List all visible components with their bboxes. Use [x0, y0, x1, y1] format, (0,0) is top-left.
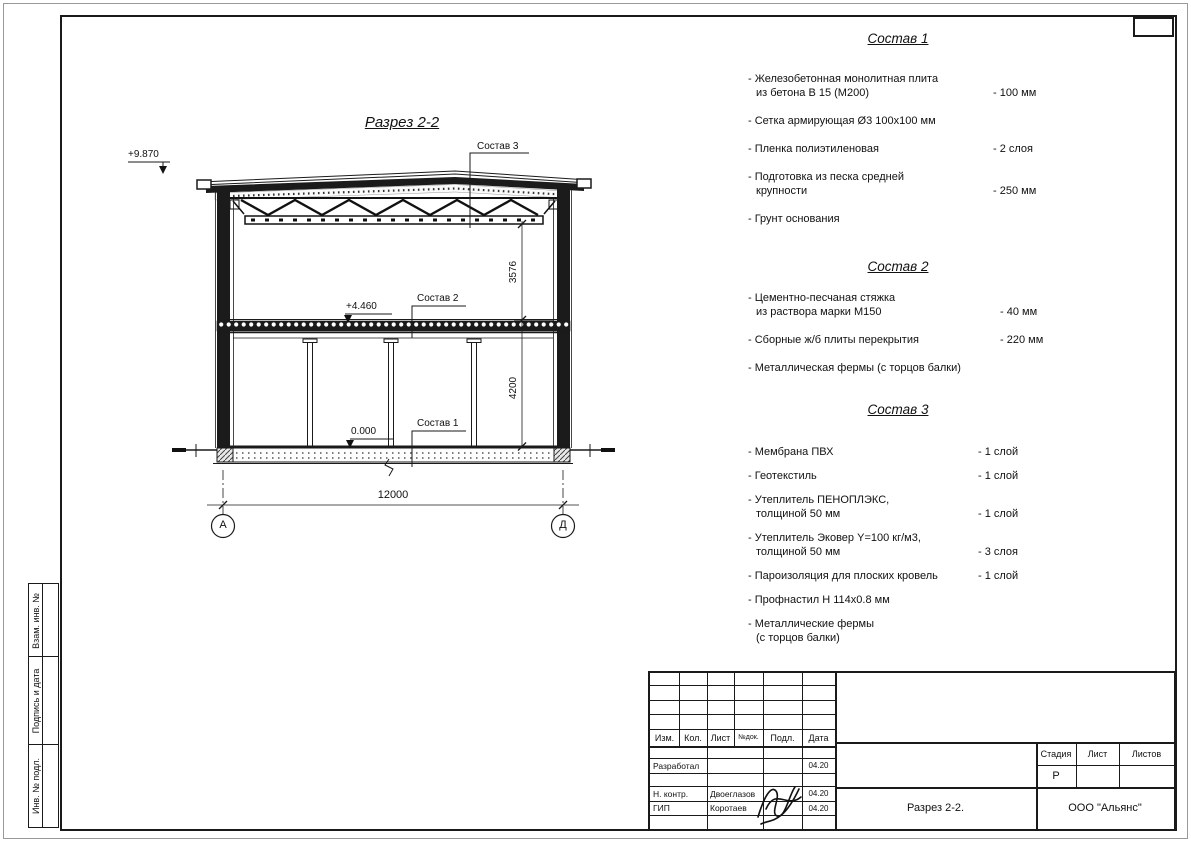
tb-sheet-label: Лист: [1087, 748, 1108, 759]
list-item: [748, 142, 1048, 156]
list-item-value: - 1 слой: [978, 570, 1019, 582]
list-item: [748, 493, 1048, 521]
list-item-value: - 2 слоя: [993, 143, 1034, 155]
callout-sostav3: Состав 3: [477, 141, 519, 152]
sheet-corner-stamp: [1133, 17, 1174, 37]
material-list-sostav3: [748, 403, 1048, 655]
title-block: [648, 671, 1176, 831]
grid-bubbles: [212, 515, 575, 538]
list-item: [748, 569, 1048, 583]
grid-axis-right: Д: [559, 519, 567, 531]
list-item: [748, 445, 1048, 459]
list-item-value: - 40 мм: [1000, 306, 1038, 318]
callout-sostav1: Состав 1: [417, 418, 459, 429]
tb-date-gip: 04.20: [808, 803, 829, 813]
list-item: [748, 114, 1048, 128]
list-item-text: - Грунт основания: [748, 213, 840, 225]
view-title: Разрез 2-2: [364, 114, 440, 131]
ground-slab: [172, 444, 615, 476]
list-item-text: - Геотекстиль: [748, 470, 817, 482]
tb-name-gip: Коротаев: [710, 803, 747, 813]
list-item-value: - 250 мм: [993, 185, 1037, 197]
tb-sheets-label: Листов: [1131, 748, 1162, 759]
list-item-text: - Утеплитель ПЕНОПЛЭКС, толщиной 50 мм: [748, 494, 890, 520]
material-list-sostav2: [748, 260, 1048, 389]
list-item: [748, 469, 1048, 483]
tb-col-podl: Подл.: [770, 732, 795, 743]
list-item-text: - Металлические фермы (с торцов балки): [748, 618, 875, 644]
margin-box-podpis-blank: [42, 656, 59, 746]
dim-floor-height: 4200: [507, 376, 519, 400]
grid-axis-left: А: [219, 519, 227, 531]
list-item-text: - Профнастил Н 114х0.8 мм: [748, 594, 890, 606]
list-title: Состав 3: [867, 402, 929, 417]
list-item-value: - 220 мм: [1000, 334, 1044, 346]
list-item-text: - Утеплитель Эковер Y=100 кг/м3, толщиной 50 мм: [748, 532, 921, 558]
margin-box-vzam-blank: [42, 583, 59, 658]
dim-truss-height: 3576: [507, 260, 519, 284]
list-title: Состав 1: [867, 31, 929, 46]
roof: [197, 171, 591, 200]
tb-role-ncontrol: Н. контр.: [653, 788, 689, 799]
elevation-ground: 0.000: [351, 426, 377, 437]
tb-role-gip: ГИП: [653, 803, 670, 813]
list-item-value: - 1 слой: [978, 446, 1019, 458]
cross-section-drawing: [0, 0, 700, 560]
margin-box-inv-blank: [42, 744, 59, 828]
list-item-text: - Мембрана ПВХ: [748, 446, 834, 458]
tb-col-list: Лист: [710, 732, 731, 743]
list-item-text: - Сборные ж/б плиты перекрытия: [748, 334, 919, 346]
tb-date-developer: 04.20: [808, 761, 829, 770]
margin-label: Подпись и дата: [31, 668, 41, 734]
tb-col-ndok: №док.: [738, 734, 759, 741]
tb-col-izm: Изм.: [654, 732, 675, 743]
elevation-floor: +4.460: [346, 301, 377, 312]
list-item-text: - Сетка армирующая Ø3 100х100 мм: [748, 115, 936, 127]
truss: [228, 198, 562, 224]
tb-company: ООО "Альянс": [1068, 802, 1142, 814]
elevation-roof: +9.870: [128, 149, 159, 160]
vertical-dimension-chain: [514, 220, 553, 451]
tb-date-ncontrol: 04.20: [808, 789, 829, 798]
tb-col-kol: Кол.: [684, 732, 702, 743]
list-item: [748, 212, 1048, 226]
material-list-sostav1: [748, 32, 1048, 240]
tb-doc-name: Разрез 2-2.: [906, 802, 965, 814]
list-item-value: - 100 мм: [993, 87, 1037, 99]
dim-span: 12000: [377, 489, 409, 501]
list-item-text: - Железобетонная монолитная плита из бетона В 15 (М200): [748, 73, 939, 99]
list-item-value: - 3 слоя: [978, 546, 1019, 558]
list-item: [748, 170, 1048, 198]
margin-label: Инв. № подл.: [31, 757, 41, 815]
tb-stage-label: Стадия: [1040, 748, 1072, 759]
tb-sheet-value: [1076, 765, 1119, 787]
list-item: [748, 617, 1048, 645]
list-item-text: - Подготовка из песка средней крупности: [748, 171, 904, 197]
list-item: [748, 333, 1048, 347]
signature-scribble: [754, 779, 806, 829]
floor-slab: [217, 320, 570, 339]
list-item-text: - Пленка полиэтиленовая: [748, 143, 879, 155]
tb-name-ncontrol: Двоеглазов: [710, 788, 756, 799]
tb-role-developer: Разработал: [653, 760, 700, 771]
list-title: Состав 2: [867, 259, 929, 274]
list-item-text: - Металлическая фермы (с торцов балки): [748, 362, 961, 374]
list-item: [748, 531, 1048, 559]
list-item: [748, 361, 1048, 375]
list-item-text: - Пароизоляция для плоских кровель: [748, 570, 938, 582]
list-item-text: - Цементно-песчаная стяжка из раствора марки М150: [748, 292, 896, 318]
list-item: [748, 291, 1048, 319]
margin-label: Взам. инв. №: [31, 592, 41, 649]
list-item-value: - 1 слой: [978, 470, 1019, 482]
tb-sheets-value: [1119, 765, 1174, 787]
list-item-value: - 1 слой: [978, 508, 1019, 520]
tb-stage-value: Р: [1052, 770, 1060, 782]
callout-sostav2: Состав 2: [417, 293, 459, 304]
list-item: [748, 593, 1048, 607]
list-item: [748, 72, 1048, 100]
tb-col-data: Дата: [808, 732, 829, 743]
